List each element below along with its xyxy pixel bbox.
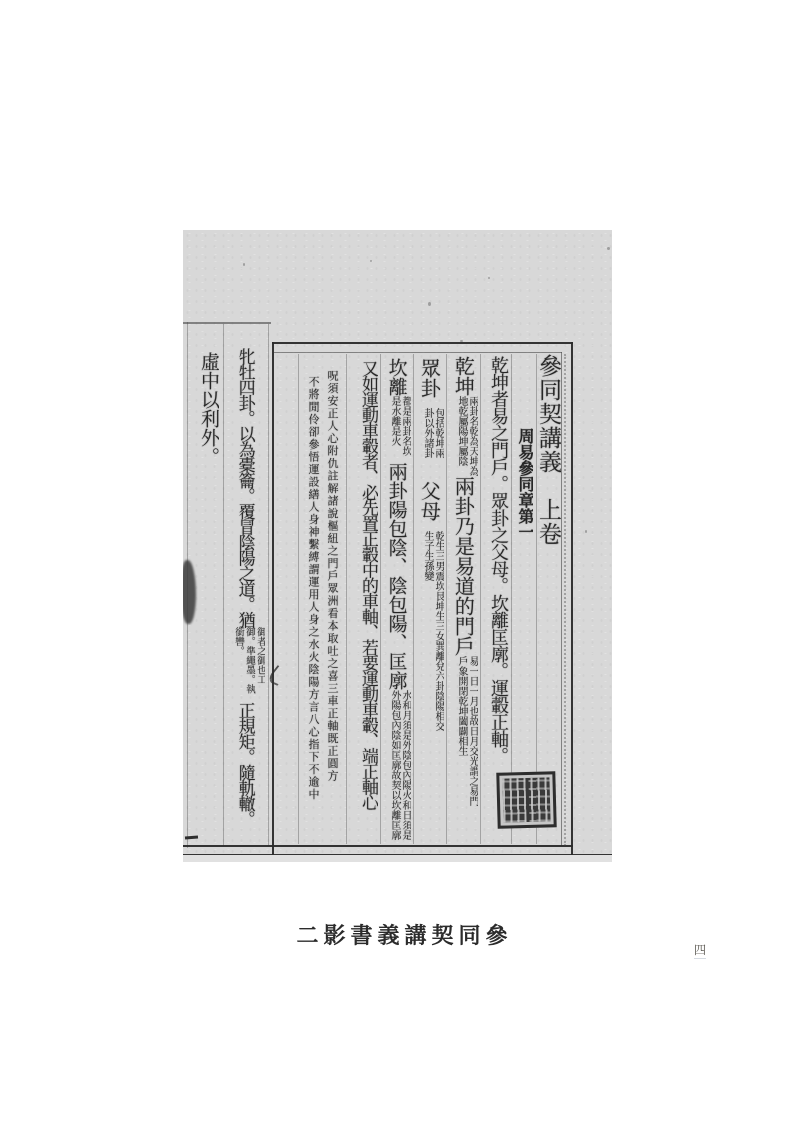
pinmu-main-text: 牝牡四卦。以為橐籥。覆冒陰陽之道。猶 (235, 348, 255, 627)
column-separator (223, 324, 224, 846)
frame-inner-bottom-border (183, 845, 573, 847)
pinmu-interlinear-note: 御者之御也工御。準繩墨。執銜轡。 (233, 627, 265, 694)
commentary-head: 眾卦 (417, 358, 440, 398)
column-separator (268, 324, 269, 846)
interlinear-note: 包括乾坤兩卦以外諸卦 (422, 408, 444, 458)
seal-carving (502, 777, 550, 822)
frame-inner-top-border (274, 352, 562, 353)
frame-left-border (272, 342, 274, 856)
manuscript-column-commentary-zhonggua (414, 358, 444, 846)
speck (585, 530, 587, 533)
frame-gutter-hatching (564, 354, 569, 846)
speck (428, 302, 431, 306)
frame-outer-top-border (272, 342, 573, 344)
commentary-body: 父母 (417, 481, 440, 521)
interlinear-note: 乾生三男震坎艮坤生三女巽離兌六卦陰陽相交生子生孫變 (422, 531, 444, 731)
speck (607, 247, 610, 250)
leaf-top-border (183, 322, 271, 324)
manuscript-scan-photo (183, 230, 612, 862)
manuscript-column-small-commentary-row2: 不將閒伶卻參悟運設繕人身神繫縛謂運用人身之水火陰陽方言八心指下不逾中 (307, 376, 319, 801)
interlinear-note: 水和月須是外陰包內陽火和日須是外陽包內陰如匡廓故契以坎離匡廓 (389, 690, 411, 840)
column-separator (298, 354, 299, 844)
manuscript-column-commentary-kanli (381, 358, 411, 846)
column-separator (480, 354, 481, 844)
scan-bottom-strip (183, 855, 612, 862)
manuscript-column-commentary-yungu: 又如運動車轂者、必先置正轂中的車軸、若要運動車轂、端正軸心 (359, 360, 378, 810)
interlinear-note: 兩卦名乾為天坤為地乾屬陽坤屬陰 (456, 396, 478, 476)
collector-seal-stamp (496, 771, 556, 829)
commentary-body: 兩卦乃是易道的門戶 (451, 476, 474, 656)
interlinear-note: 易一日一月也故日月交光謂之易門戶象開閉乾坤闔闢相生 (456, 656, 478, 806)
manuscript-column-chapter: 周易參同章第一 (516, 428, 533, 540)
manuscript-column-title: 參同契講義 上卷 (536, 354, 561, 546)
commentary-head: 坎離 (385, 358, 407, 396)
manuscript-column-pinmu (231, 348, 265, 848)
pinmu-main-text-tail: 正規矩。隨軌轍。 (235, 702, 255, 826)
speck (370, 260, 372, 262)
ink-scribble (266, 665, 290, 686)
speck (243, 263, 245, 266)
speck (488, 277, 490, 279)
figure-caption: 二影書義講契同參 (296, 923, 513, 948)
manuscript-column-main-text: 乾坤者易之門戶。眾卦之父母。坎離匡廓。運轂正軸。 (489, 356, 509, 764)
manuscript-column-commentary-qiankun (447, 356, 478, 846)
manuscript-column-small-commentary-row1: 呪須安正人心附仇註解諸說樞紐之門戶眾洲看本取吐之喜三車正軸既正圓方 (326, 370, 338, 783)
commentary-head: 乾坤 (451, 356, 474, 396)
frame-inner-right-border (561, 352, 562, 846)
ink-dash (185, 836, 198, 840)
commentary-body: 兩卦陽包陰、陰包陽、匡廓 (385, 462, 407, 690)
manuscript-column-xuzhong: 虛中以利外。 (198, 352, 219, 466)
interlinear-note: 都是兩卦名坎是水離是火 (389, 396, 411, 456)
ink-smudge (183, 560, 196, 624)
frame-outer-right-border (571, 342, 573, 856)
page-number: 四 (694, 943, 707, 957)
